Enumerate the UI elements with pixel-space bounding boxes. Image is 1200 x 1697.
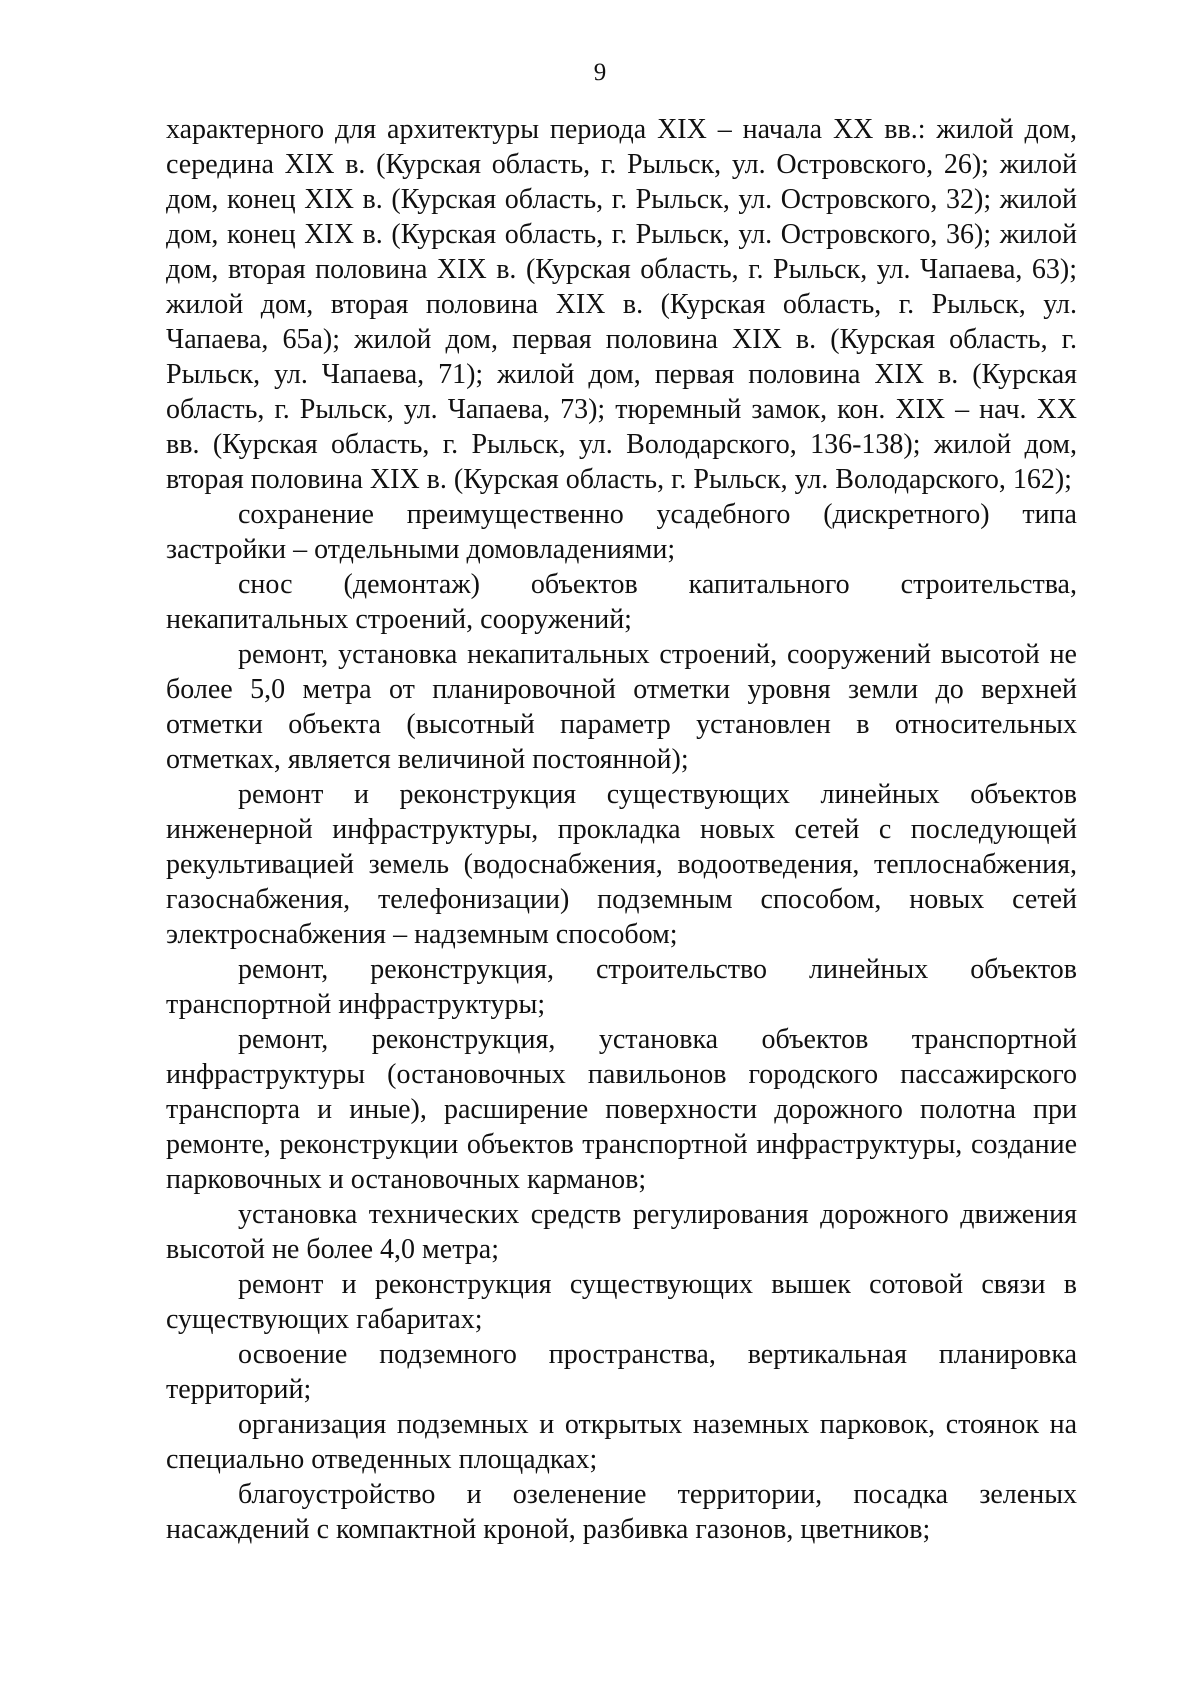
paragraph-linear-transport-objects: ремонт, реконструкция, строительство линейных объектов транспортной инфраструктуры;: [166, 954, 1077, 1020]
paragraph-transport-infrastructure: ремонт, реконструкция, установка объектов транспортной инфраструктуры (остановочных павильонов городского пассажирского транспорта и иные), расширение поверхности дорожного полотна при ремонте, реконструкции объектов транспортной инфраструктуры, создание парковочных и остановочных карманов;: [166, 1024, 1077, 1195]
paragraph-traffic-control: установка технических средств регулирования дорожного движения высотой не более 4,0 метра;: [166, 1199, 1077, 1265]
paragraph-engineering-networks: ремонт и реконструкция существующих линейных объектов инженерной инфраструктуры, прокладка новых сетей с последующей рекультивацией земель (водоснабжения, водоотведения, теплоснабжения, газоснабжения, телефонизации) подземным способом, новых сетей электроснабжения – надземным способом;: [166, 779, 1077, 950]
paragraph-non-capital-structures: ремонт, установка некапитальных строений, сооружений высотой не более 5,0 метра от планировочной отметки уровня земли до верхней отметки объекта (высотный параметр установлен в относительных отметках, является величиной постоянной);: [166, 639, 1077, 775]
document-body: [166, 112, 1077, 1547]
page-number: 9: [593, 59, 607, 86]
paragraph-cell-towers: ремонт и реконструкция существующих вышек сотовой связи в существующих габаритах;: [166, 1269, 1077, 1335]
paragraph-parking: организация подземных и открытых наземных парковок, стоянок на специально отведенных площадках;: [166, 1409, 1077, 1475]
paragraph-underground-space: освоение подземного пространства, вертикальная планировка территорий;: [166, 1339, 1077, 1405]
paragraph-historic-buildings-list: характерного для архитектуры периода XIX – начала XX вв.: жилой дом, середина XIX в. (Курская область, г. Рыльск, ул. Островского, 26); жилой дом, конец XIX в. (Курская область, г. Рыльск, ул. Островского, 32); жилой дом, конец XIX в. (Курская область, г. Рыльск, ул. Островского, 36); жилой дом, вторая половина XIX в. (Курская область, г. Рыльск, ул. Чапаева, 63); жилой дом, вторая половина XIX в. (Курская область, г. Рыльск, ул. Чапаева, 65а); жилой дом, первая половина XIX в. (Курская область, г. Рыльск, ул. Чапаева, 71); жилой дом, первая половина XIX в. (Курская область, г. Рыльск, ул. Чапаева, 73); тюремный замок, кон. XIX – нач. XX вв. (Курская область, г. Рыльск, ул. Володарского, 136-138); жилой дом, вторая половина XIX в. (Курская область, г. Рыльск, ул. Володарского, 162);: [166, 114, 1077, 495]
paragraph-building-type: сохранение преимущественно усадебного (дискретного) типа застройки – отдельными домовладениями;: [166, 499, 1077, 565]
paragraph-demolition: снос (демонтаж) объектов капитального строительства, некапитальных строений, сооружений;: [166, 569, 1077, 635]
paragraph-landscaping: благоустройство и озеленение территории, посадка зеленых насаждений с компактной кроной, разбивка газонов, цветников;: [166, 1479, 1077, 1545]
